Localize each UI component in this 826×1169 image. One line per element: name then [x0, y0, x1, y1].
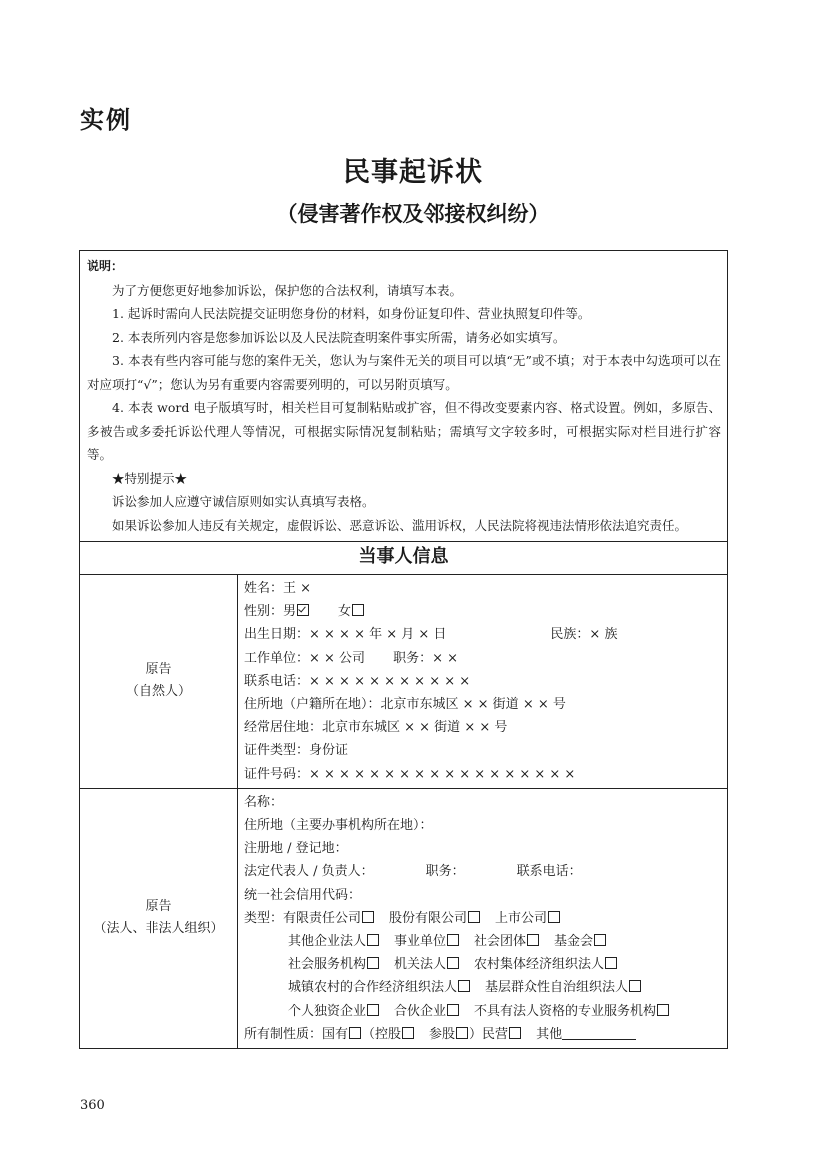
document-subtitle: （侵害著作权及邻接权纠纷）: [276, 202, 550, 226]
type-option-label: 基层群众性自治组织法人: [485, 980, 629, 996]
entity-type-label: 类型：: [244, 910, 284, 926]
birth-ethnicity-line: [244, 623, 721, 646]
id-type-field[interactable]: 证件类型：身份证: [244, 743, 349, 759]
legal-entity-label: （法人、非法人组织）: [93, 921, 224, 937]
type-option-label: 有限责任公司: [283, 910, 362, 926]
type-option-checkbox[interactable]: [458, 980, 470, 992]
representative-field[interactable]: 法定代表人 / 负责人：: [244, 864, 374, 880]
entity-type-line-4: [244, 976, 721, 999]
representative-line: [244, 860, 721, 883]
entity-type-line-3: [244, 953, 721, 976]
gender-female-checkbox[interactable]: [352, 604, 364, 616]
type-option-label: 城镇农村的合作经济组织法人: [288, 980, 458, 996]
type-option-label: 社会服务机构: [288, 957, 367, 973]
type-option-label: 不具有法人资格的专业服务机构: [474, 1003, 657, 1019]
instructions-label: 说明：: [87, 259, 124, 273]
entity-type-line-1: [244, 907, 721, 930]
plaintiff-natural-person-row: [80, 575, 727, 788]
type-option-label: 农村集体经济组织法人: [474, 957, 605, 973]
type-option-checkbox[interactable]: [629, 980, 641, 992]
page-number: 360: [80, 1098, 105, 1113]
ownership-private-checkbox[interactable]: [509, 1027, 521, 1039]
gender-male-label: 性别：男: [244, 604, 297, 620]
instruction-paragraph: 4. 本表 word 电子版填写时，相关栏目可复制粘贴或扩容，但不得改变要素内容、格式设置。例如，多原告、多被告或多委托诉讼代理人等情况，可根据实际情况复制粘贴；需填写文字较多时，可根据实际对栏目进行扩容等。: [87, 400, 721, 462]
type-option-checkbox[interactable]: [367, 957, 379, 969]
instruction-paragraph: 2. 本表所列内容是您参加诉讼以及人民法院查明案件事实所需，请务必如实填写。: [112, 329, 566, 345]
instruction-paragraph: 诉讼参加人应遵守诚信原则如实认真填写表格。: [112, 494, 375, 509]
entity-type-line-5: [244, 1000, 721, 1023]
employer-line: [244, 647, 721, 670]
phone-field[interactable]: 联系电话：× × × × × × × × × × ×: [244, 673, 471, 689]
type-option-checkbox[interactable]: [605, 957, 617, 969]
ownership-private-label: ）民营: [469, 1026, 509, 1042]
type-option-checkbox[interactable]: [447, 957, 459, 969]
ownership-line: [244, 1023, 721, 1046]
credit-code-field[interactable]: 统一社会信用代码：: [244, 887, 362, 903]
ownership-state-label: 所有制性质：国有: [244, 1026, 349, 1042]
plaintiff-natural-fields: [238, 575, 727, 788]
complaint-form-table: [79, 250, 728, 1049]
instruction-paragraph: 为了方便您更好地参加诉讼，保护您的合法权利，请填写本表。: [112, 282, 463, 298]
type-option-checkbox[interactable]: [447, 934, 459, 946]
plaintiff-legal-fields: [238, 789, 727, 1048]
position-field[interactable]: 职务：× ×: [393, 650, 458, 666]
type-option-label: 其他企业法人: [288, 934, 367, 950]
domicile-field[interactable]: 住所地（主要办事机构所在地）：: [244, 818, 433, 834]
plaintiff-natural-label-cell: [80, 575, 238, 788]
party-info-section-title: 当事人信息: [80, 542, 727, 575]
instruction-paragraph: 1. 起诉时需向人民法院提交证明您身份的材料，如身份证复印件、营业执照复印件等。: [112, 306, 591, 321]
type-option-label: 上市公司: [495, 910, 548, 926]
birth-date-field[interactable]: 出生日期：× × × × 年 × 月 × 日: [244, 627, 447, 643]
registered-place-field[interactable]: 注册地 / 登记地：: [244, 841, 348, 857]
type-option-checkbox[interactable]: [527, 934, 539, 946]
plaintiff-legal-entity-row: [80, 788, 727, 1048]
gender-field: [244, 600, 721, 623]
type-option-label: 机关法人: [394, 957, 447, 973]
type-option-checkbox[interactable]: [657, 1004, 669, 1016]
type-option-label: 个人独资企业: [288, 1003, 367, 1019]
type-option-checkbox[interactable]: [468, 911, 480, 923]
plaintiff-label: 原告: [145, 662, 172, 678]
section-heading: 实例: [80, 106, 132, 134]
type-option-checkbox[interactable]: [548, 911, 560, 923]
ownership-other-label: 其他: [536, 1026, 563, 1042]
entity-name-field[interactable]: 名称：: [244, 794, 284, 810]
id-number-field[interactable]: 证件号码：× × × × × × × × × × × × × × × × × ×: [244, 766, 576, 782]
type-option-checkbox[interactable]: [367, 1004, 379, 1016]
type-option-checkbox[interactable]: [367, 934, 379, 946]
special-notice-heading: ★特别提示★: [112, 470, 188, 486]
type-option-label: 合伙企业: [394, 1003, 447, 1019]
plaintiff-legal-label-cell: [80, 789, 238, 1048]
representative-position-field[interactable]: 职务：: [425, 864, 465, 880]
gender-female-label: 女: [338, 604, 352, 620]
ownership-share-checkbox[interactable]: [456, 1027, 468, 1039]
name-field[interactable]: 姓名：王 ×: [244, 581, 312, 596]
natural-person-label: （自然人）: [125, 684, 191, 700]
residence-field[interactable]: 住所地（户籍所在地）：北京市东城区 × × 街道 × × 号: [244, 697, 566, 713]
ownership-other-blank[interactable]: [562, 1025, 636, 1040]
type-option-label: 社会团体: [474, 934, 527, 950]
gender-male-checkbox[interactable]: [297, 604, 309, 616]
representative-phone-field[interactable]: 联系电话：: [516, 864, 582, 880]
instruction-paragraph: 如果诉讼参加人违反有关规定，虚假诉讼、恶意诉讼、滥用诉权，人民法院将视违法情形依法追究责任。: [112, 517, 688, 533]
type-option-label: 股份有限公司: [389, 910, 468, 926]
plaintiff-label: 原告: [145, 899, 172, 915]
ownership-state-checkbox[interactable]: [349, 1027, 361, 1039]
type-option-label: 事业单位: [394, 934, 447, 950]
ethnicity-field[interactable]: 民族：× 族: [550, 627, 618, 643]
habitual-residence-field[interactable]: 经常居住地：北京市东城区 × × 街道 × × 号: [244, 720, 508, 736]
employer-field[interactable]: 工作单位：× × 公司: [244, 650, 366, 666]
type-option-label: 基金会: [554, 934, 594, 950]
type-option-checkbox[interactable]: [594, 934, 606, 946]
ownership-holding-label: （控股: [362, 1026, 402, 1042]
document-title: 民事起诉状: [343, 157, 483, 188]
type-option-checkbox[interactable]: [362, 911, 374, 923]
ownership-holding-checkbox[interactable]: [402, 1027, 414, 1039]
entity-type-line-2: [244, 930, 721, 953]
ownership-share-label: 参股: [429, 1026, 456, 1042]
type-option-checkbox[interactable]: [447, 1004, 459, 1016]
instruction-paragraph: 3. 本表有些内容可能与您的案件无关，您认为与案件无关的项目可以填“无”或不填；对于本表中勾选项可以在对应项打“√”；您认为另有重要内容需要列明的，可以另附页填写。: [87, 353, 721, 392]
instructions-block: [80, 251, 727, 542]
